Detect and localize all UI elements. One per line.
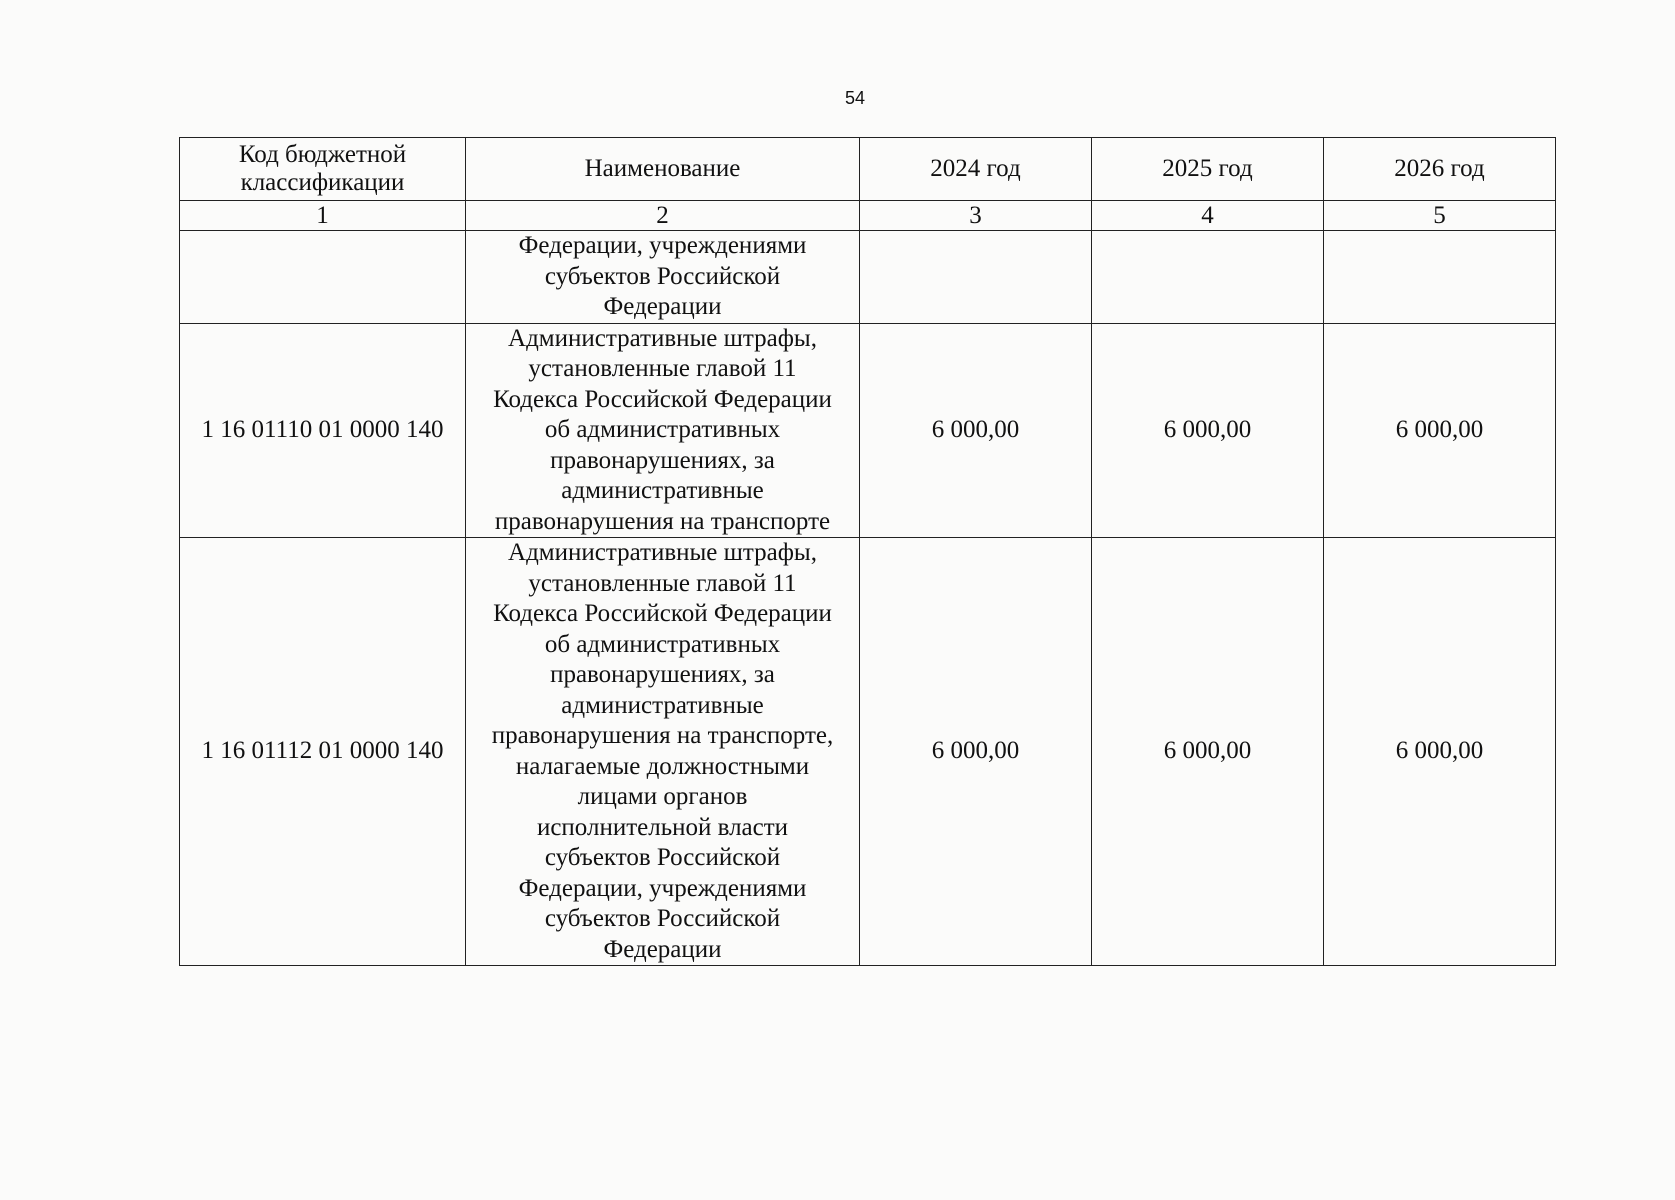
table-row	[180, 323, 1556, 538]
amount-2026-cell: 6 000,00	[1324, 538, 1556, 966]
name-cell: Административные штрафы, установленные главой 11 Кодекса Российской Федерации об административных правонарушениях, за административные правонарушения на транспорте	[466, 323, 860, 538]
budget-code-cell: 1 16 01112 01 0000 140	[180, 538, 466, 966]
amount-2025-cell	[1092, 231, 1324, 324]
header-year-2026: 2026 год	[1324, 138, 1556, 201]
header-name: Наименование	[466, 138, 860, 201]
amount-2024-cell	[860, 231, 1092, 324]
amount-2026-cell: 6 000,00	[1324, 323, 1556, 538]
amount-2025-cell: 6 000,00	[1092, 538, 1324, 966]
header-code: Код бюджетной классификации	[180, 138, 466, 201]
amount-2024-cell: 6 000,00	[860, 538, 1092, 966]
column-number-row	[180, 201, 1556, 231]
table-header-row	[180, 138, 1556, 201]
header-year-2024: 2024 год	[860, 138, 1092, 201]
budget-code-cell: 1 16 01110 01 0000 140	[180, 323, 466, 538]
column-number: 4	[1092, 201, 1324, 231]
amount-2026-cell	[1324, 231, 1556, 324]
budget-code-cell	[180, 231, 466, 324]
page-number: 54	[844, 88, 866, 108]
column-number: 1	[180, 201, 466, 231]
amount-2024-cell: 6 000,00	[860, 323, 1092, 538]
name-cell: Федерации, учреждениями субъектов Российской Федерации	[466, 231, 860, 324]
name-cell: Административные штрафы, установленные главой 11 Кодекса Российской Федерации об административных правонарушениях, за административные правонарушения на транспорте, налагаемые должностными лицами органов исполнительной власти субъектов Российской Федерации, учреждениями субъектов Российской Федерации	[466, 538, 860, 966]
table-row	[180, 231, 1556, 324]
column-number: 3	[860, 201, 1092, 231]
column-number: 2	[466, 201, 860, 231]
header-year-2025: 2025 год	[1092, 138, 1324, 201]
column-number: 5	[1324, 201, 1556, 231]
budget-revenue-table	[179, 137, 1556, 966]
table-row	[180, 538, 1556, 966]
amount-2025-cell: 6 000,00	[1092, 323, 1324, 538]
